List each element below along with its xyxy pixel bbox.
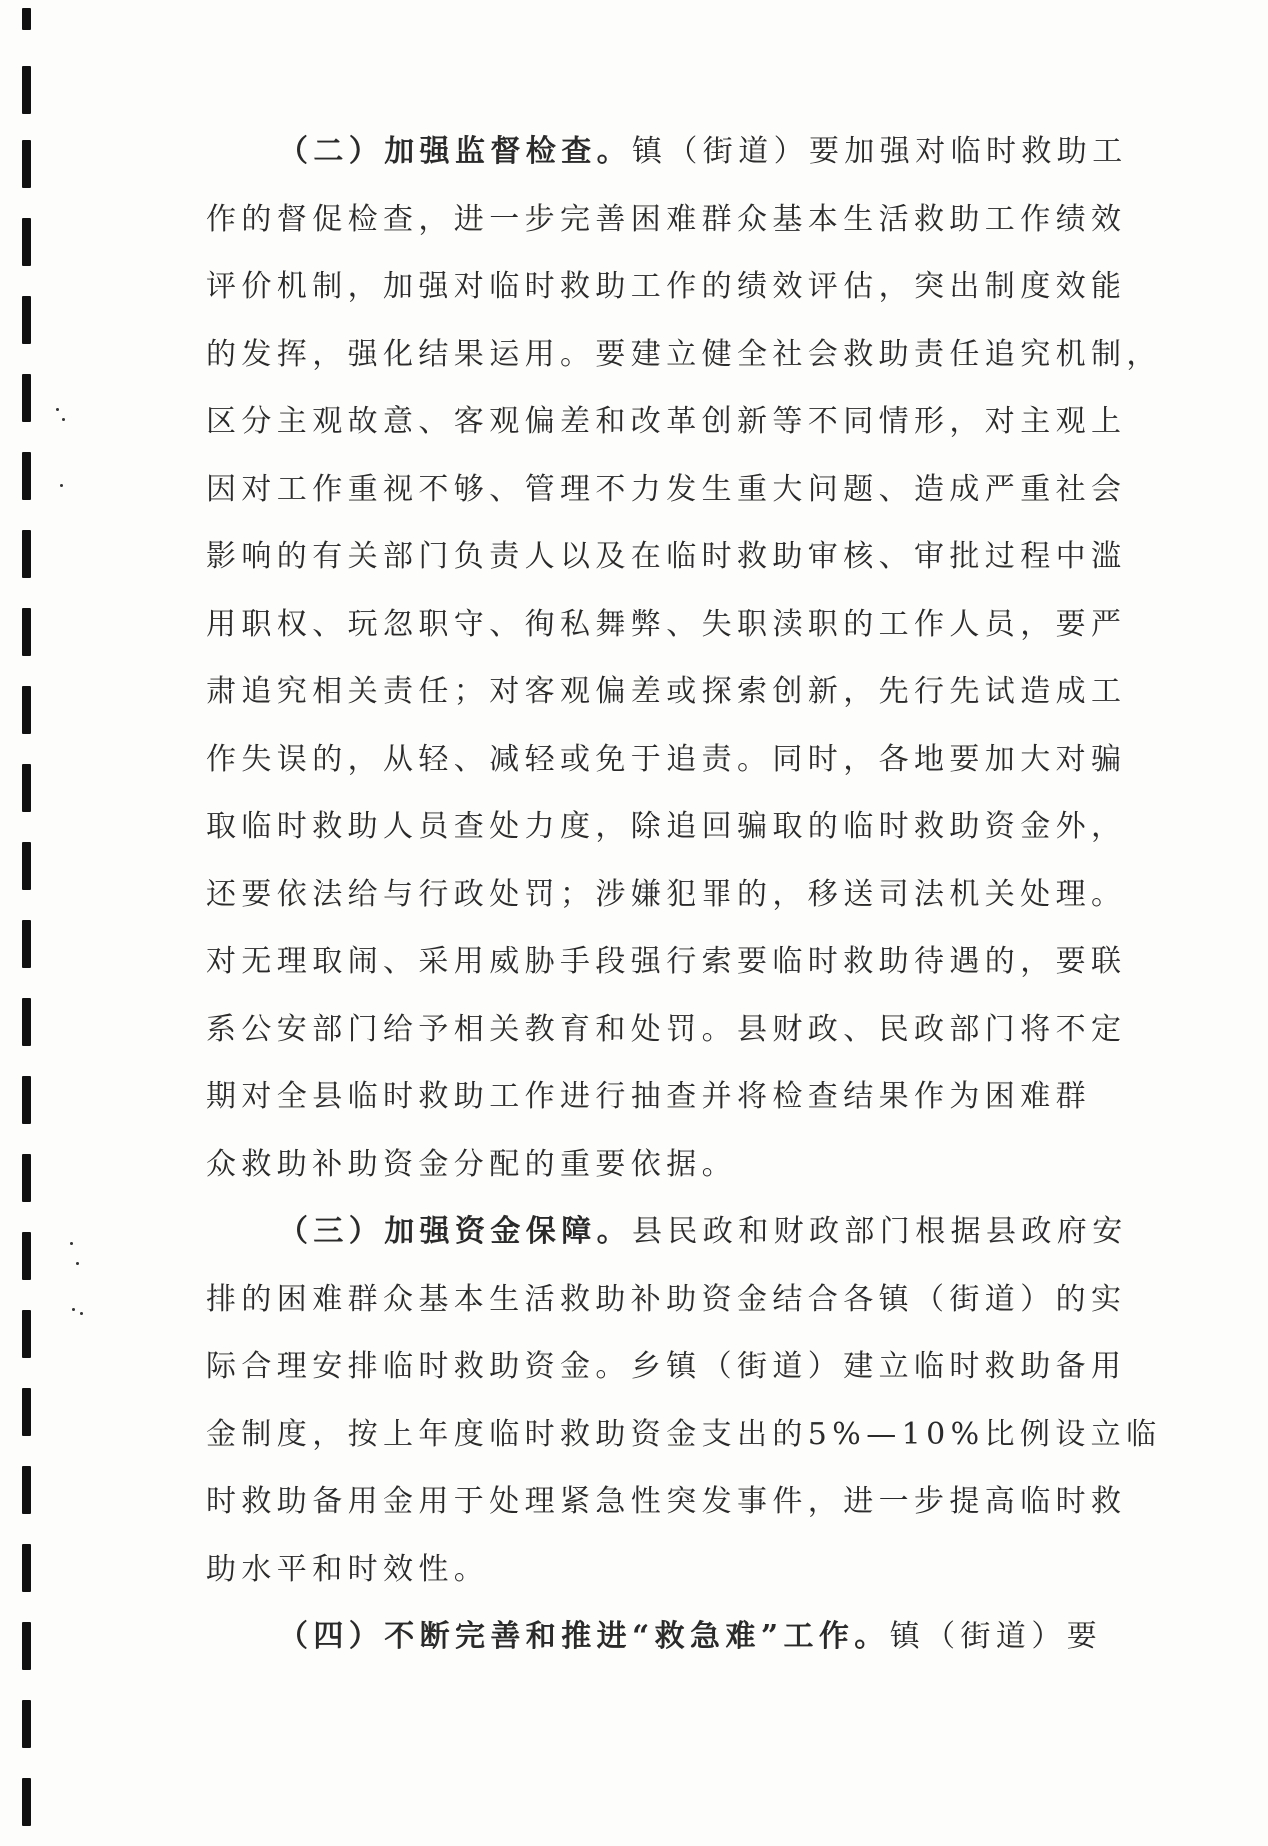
text-line <box>206 1198 1136 1266</box>
text-line: 期对全县临时救助工作进行抽查并将检查结果作为困难群 <box>206 1079 1091 1114</box>
text-line: 时救助备用金用于处理紧急性突发事件，进一步提高临时救 <box>206 1484 1127 1519</box>
text-line: 际合理安排临时救助资金。乡镇（街道）建立临时救助备用 <box>206 1349 1127 1384</box>
binding-hole <box>22 374 31 422</box>
text-line: 助水平和时效性。 <box>206 1551 490 1587</box>
text-line: 用职权、玩忽职守、徇私舞弊、失职渎职的工作人员，要严 <box>206 606 1127 642</box>
scan-speck <box>76 1262 79 1265</box>
binding-holes <box>18 0 32 1846</box>
binding-hole <box>22 66 31 114</box>
text-line: 排的困难群众基本生活救助补助资金结合各镇（街道）的实 <box>206 1281 1127 1317</box>
document-body <box>206 118 1162 1671</box>
binding-hole <box>22 8 31 30</box>
text-line: 系公安部门给予相关教育和处罚。县财政、民政部门将不定 <box>206 1011 1127 1047</box>
section-heading: （二）加强监督检查。 <box>278 134 632 169</box>
text-line: 肃追究相关责任；对客观偏差或探索创新，先行先试造成工 <box>206 674 1127 709</box>
scan-speck <box>80 1312 83 1315</box>
binding-hole <box>22 1388 31 1436</box>
text-line <box>206 118 1136 186</box>
line-text: 镇（街道）要加强对临时救助工 <box>632 134 1128 169</box>
binding-hole <box>22 1700 31 1748</box>
binding-hole <box>22 140 31 188</box>
binding-hole <box>22 1466 31 1514</box>
binding-hole <box>22 608 31 656</box>
scan-speck <box>70 1242 73 1245</box>
binding-hole <box>22 1232 31 1280</box>
binding-hole <box>22 686 31 734</box>
text-line <box>206 1603 1136 1671</box>
binding-hole <box>22 920 31 968</box>
binding-hole <box>22 218 31 266</box>
text-line: 作的督促检查，进一步完善困难群众基本生活救助工作绩效 <box>206 201 1127 237</box>
text-line: 因对工作重视不够、管理不力发生重大问题、造成严重社会 <box>206 471 1127 507</box>
scan-speck <box>72 1308 75 1311</box>
scan-speck <box>60 484 63 487</box>
binding-hole <box>22 1622 31 1670</box>
binding-hole <box>22 1544 31 1592</box>
binding-hole <box>22 452 31 500</box>
text-line: 作失误的，从轻、减轻或免于追责。同时，各地要加大对骗 <box>206 741 1127 777</box>
text-line: 区分主观故意、客观偏差和改革创新等不同情形，对主观上 <box>206 404 1127 439</box>
binding-hole <box>22 1076 31 1124</box>
text-line: 众救助补助资金分配的重要依据。 <box>206 1146 737 1182</box>
section-heading: （三）加强资金保障。 <box>278 1214 632 1249</box>
text-line: 对无理取闹、采用威胁手段强行索要临时救助待遇的，要联 <box>206 944 1127 979</box>
scan-speck <box>56 408 59 411</box>
line-text: 县民政和财政部门根据县政府安 <box>632 1214 1128 1249</box>
binding-hole <box>22 1310 31 1358</box>
text-line: 金制度，按上年度临时救助资金支出的5%—10%比例设立临 <box>206 1416 1162 1452</box>
text-line: 评价机制，加强对临时救助工作的绩效评估，突出制度效能 <box>206 269 1127 304</box>
text-line: 影响的有关部门负责人以及在临时救助审核、审批过程中滥 <box>206 539 1127 574</box>
text-line: 取临时救助人员查处力度，除追回骗取的临时救助资金外， <box>206 809 1127 844</box>
binding-hole <box>22 296 31 344</box>
binding-hole <box>22 530 31 578</box>
binding-hole <box>22 1154 31 1202</box>
binding-hole <box>22 764 31 812</box>
binding-hole <box>22 842 31 890</box>
text-line: 的发挥，强化结果运用。要建立健全社会救助责任追究机制， <box>206 336 1162 372</box>
line-text: 镇（街道）要 <box>889 1619 1103 1654</box>
text-line: 还要依法给与行政处罚；涉嫌犯罪的，移送司法机关处理。 <box>206 876 1127 912</box>
scan-speck <box>62 418 65 421</box>
section-heading: （四）不断完善和推进“救急难”工作。 <box>278 1619 890 1654</box>
binding-hole <box>22 1778 31 1826</box>
binding-hole <box>22 998 31 1046</box>
